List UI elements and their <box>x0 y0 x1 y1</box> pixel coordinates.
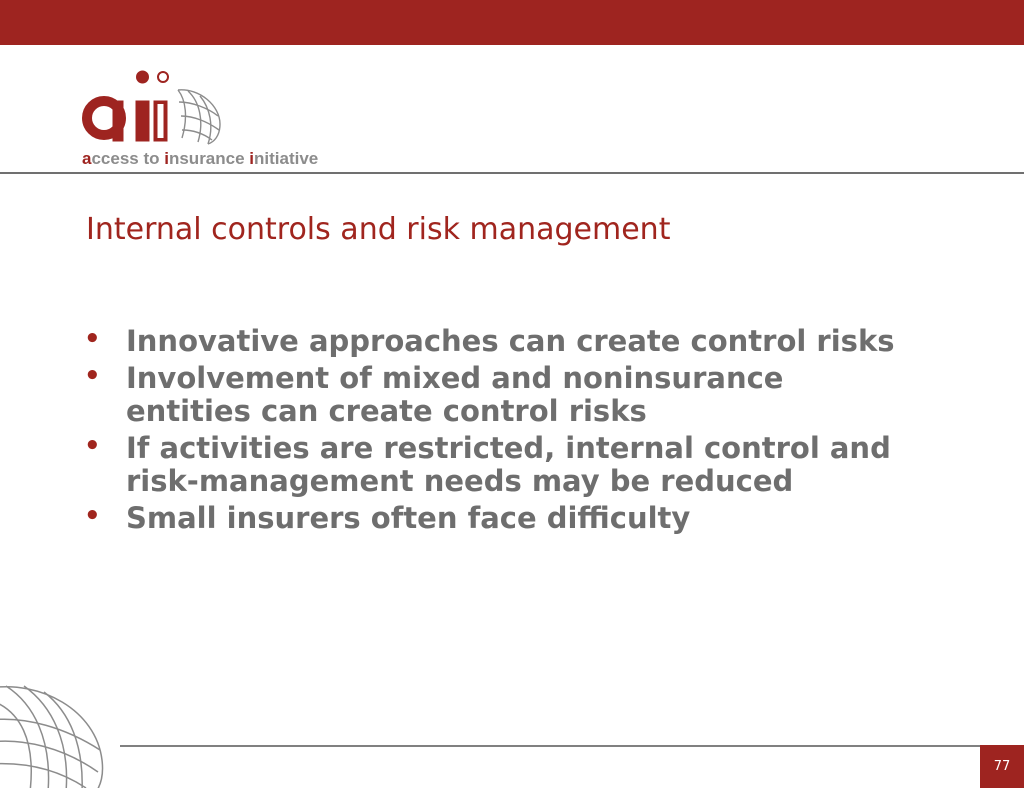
bullet-line: Involvement of mixed and noninsurance <box>126 361 784 395</box>
page-number: 77 <box>993 759 1011 774</box>
bullet-dot: • <box>84 324 101 354</box>
top-banner <box>0 0 1024 45</box>
aii-logo-graphic <box>82 66 338 170</box>
bullet-line: Innovative approaches can create control risks <box>126 324 895 358</box>
footer-globe-graphic <box>0 680 110 788</box>
header-divider <box>0 172 1024 174</box>
bullet-item <box>84 362 964 428</box>
logo-letter-a <box>87 101 123 141</box>
logo-letter-i-1 <box>136 71 149 141</box>
bullet-line: If activities are restricted, internal control and <box>126 431 891 465</box>
slide-title: Internal controls and risk management <box>86 212 671 247</box>
tagline-part: nitiative <box>254 149 319 168</box>
aii-logo <box>82 66 338 170</box>
bullet-line: entities can create control risks <box>126 394 647 428</box>
bullet-dot: • <box>84 361 101 391</box>
bullet-item <box>84 325 964 358</box>
bullet-item <box>84 502 964 535</box>
footer-divider <box>120 745 980 747</box>
bullet-line: Small insurers often face difficulty <box>126 501 691 535</box>
bullet-line: risk-management needs may be reduced <box>126 464 794 498</box>
tagline-part: i <box>249 149 255 168</box>
tagline-part: ccess to <box>91 149 165 168</box>
tagline-part: i <box>164 149 169 168</box>
bullet-item <box>84 432 964 498</box>
bullet-list <box>84 325 964 539</box>
globe-icon <box>0 680 110 788</box>
tagline-part: a <box>82 149 92 168</box>
globe-icon <box>178 90 220 144</box>
logo-letter-i-2 <box>154 72 168 141</box>
bullet-dot: • <box>84 431 101 461</box>
bullet-dot: • <box>84 501 101 531</box>
tagline-part: nsurance <box>168 149 250 168</box>
logo-tagline <box>82 149 318 168</box>
